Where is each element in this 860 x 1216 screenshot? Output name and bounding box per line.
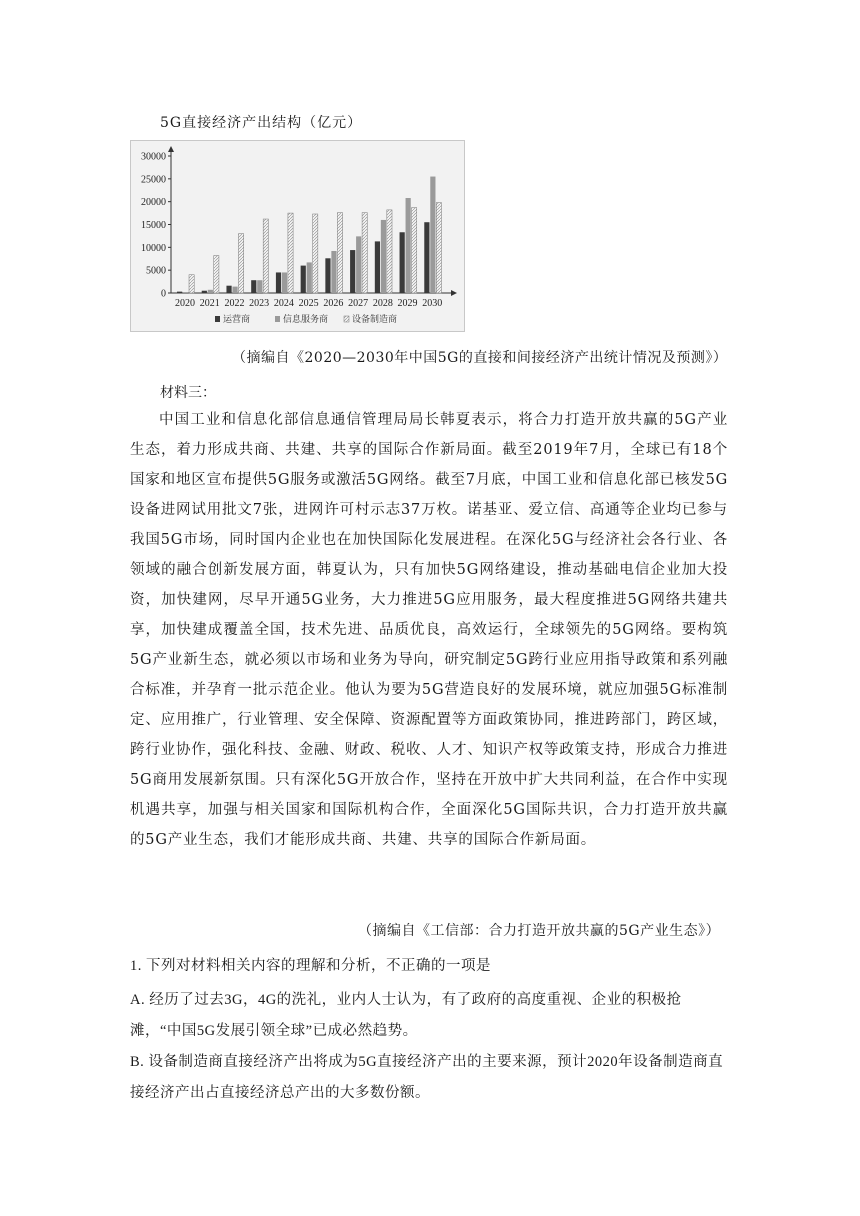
bar-2	[183, 292, 188, 293]
x-tick-label: 2023	[249, 298, 270, 309]
material-heading: 材料三：	[160, 385, 216, 401]
x-tick-label: 2029	[397, 298, 418, 309]
bar-2	[257, 280, 262, 293]
bar-2	[430, 177, 435, 293]
bar-1	[325, 258, 330, 293]
chart-title: 5G直接经济产出结构（亿元）	[160, 115, 363, 131]
bar-2	[381, 220, 386, 293]
bar-1	[226, 286, 231, 293]
bar-1	[251, 280, 256, 293]
bar-2	[406, 198, 411, 293]
bar-2	[331, 251, 336, 293]
article-source: （摘编自《工信部：合力打造开放共赢的5G产业生态》）	[358, 923, 721, 939]
bar-3	[288, 213, 293, 293]
y-tick-label: 15000	[141, 220, 166, 231]
bar-1	[375, 241, 380, 293]
bar-1	[350, 250, 355, 293]
y-tick-label: 30000	[141, 151, 166, 163]
chart-source: （摘编自《2020—2030年中国5G的直接和间接经济产出统计情况及预测》）	[232, 350, 728, 366]
bar-3	[362, 213, 367, 293]
bar-3	[238, 234, 243, 293]
legend-swatch	[215, 316, 220, 322]
bar-3	[412, 208, 417, 293]
question-stem: 1. 下列对材料相关内容的理解和分析，不正确的一项是	[130, 958, 491, 974]
bar-3	[263, 219, 268, 293]
bar-1	[177, 292, 182, 293]
y-tick-label: 20000	[141, 197, 166, 209]
x-tick-label: 2030	[422, 298, 443, 309]
x-tick-label: 2028	[372, 298, 393, 309]
bar-2	[356, 236, 361, 293]
bar-2	[232, 287, 237, 293]
legend-swatch	[275, 316, 280, 322]
bar-2	[307, 262, 312, 293]
option-a: A. 经历了过去3G，4G的洗礼，业内人士认为，有了政府的高度重视、企业的积极抢滩，“中国5G发展引领全球”已成必然趋势。	[130, 992, 682, 1039]
bar-2	[208, 290, 213, 293]
y-tick-label: 5000	[146, 265, 166, 277]
legend-label: 设备制造商	[352, 315, 398, 325]
x-tick-label: 2022	[224, 298, 245, 309]
legend-label: 运营商	[223, 315, 251, 325]
x-tick-label: 2024	[273, 298, 294, 309]
x-tick-label: 2027	[348, 298, 369, 309]
bar-3	[337, 213, 342, 293]
bar-3	[387, 210, 392, 293]
bar-1	[424, 222, 429, 293]
bar-2	[282, 272, 287, 293]
material-body: 中国工业和信息化部信息通信管理局局长韩夏表示，将合力打造开放共赢的5G产业生态，着力形成共商、共建、共享的国际合作新局面。截至2019年7月，全球已有18个国家和地区宣布提供5G服务或激活5G网络。截至7月底，中国工业和信息化部已核发5G设备进网试用批文7张，进网许可村示志37万枚。诺基亚、爱立信、高通等企业均已参与我国5G市场，同时国内企业也在加快国际化发展进程。在深化5G与经济社会各行业、各领域的融合创新发展方面，韩夏认为，只有加快5G网络建设，推动基础电信企业加大投资，加快建网，尽早开通5G业务，大力推进5G应用服务，最大程度推进5G网络共建共享，加快建成覆盖全国，技术先进、品质优良，高效运行，全球领先的5G网络。要构筑5G产业新生态，就必须以市场和业务为导向，研究制定5G跨行业应用指导政策和系列融合标准，并孕育一批示范企业。他认为要为5G营造良好的发展环境，就应加强5G标准制定、应用推广，行业管理、安全保障、资源配置等方面政策协同，推进跨部门，跨区域，跨行业协作，强化科技、金融、财政、税收、人才、知识产权等政策支持，形成合力推进5G商用发展新氛围。只有深化5G开放合作，坚持在开放中扩大共同利益，在合作中实现机遇共享，加强与相关国家和国际机构合作，全面深化5G国际共识，合力打造开放共赢的5G产业生态，我们才能形成共商、共建、共享的国际合作新局面。	[130, 412, 728, 848]
x-axis-arrow	[451, 290, 457, 296]
bar-3	[189, 275, 194, 293]
x-tick-label: 2020	[175, 298, 195, 309]
chart-svg	[131, 141, 464, 331]
option-b: B. 设备制造商直接经济产出将成为5G直接经济产出的主要来源，预计2020年设备制造商直接经济产出占直接经济总产出的大多数份额。	[130, 1054, 724, 1101]
x-tick-label: 2026	[323, 298, 344, 309]
legend-swatch	[344, 316, 349, 322]
bar-3	[436, 203, 441, 293]
x-tick-label: 2025	[298, 298, 319, 309]
bar-3	[313, 214, 318, 293]
legend-label: 信息服务商	[283, 315, 329, 325]
bar-1	[301, 266, 306, 293]
bar-1	[276, 272, 281, 293]
y-tick-label: 10000	[141, 242, 166, 254]
y-axis-arrow	[168, 146, 174, 152]
bar-chart	[130, 140, 465, 332]
bar-3	[214, 256, 219, 293]
y-tick-label: 25000	[141, 174, 166, 186]
x-tick-label: 2021	[199, 298, 220, 309]
bar-1	[202, 291, 207, 293]
bar-1	[400, 232, 405, 293]
y-tick-label: 0	[161, 288, 166, 300]
